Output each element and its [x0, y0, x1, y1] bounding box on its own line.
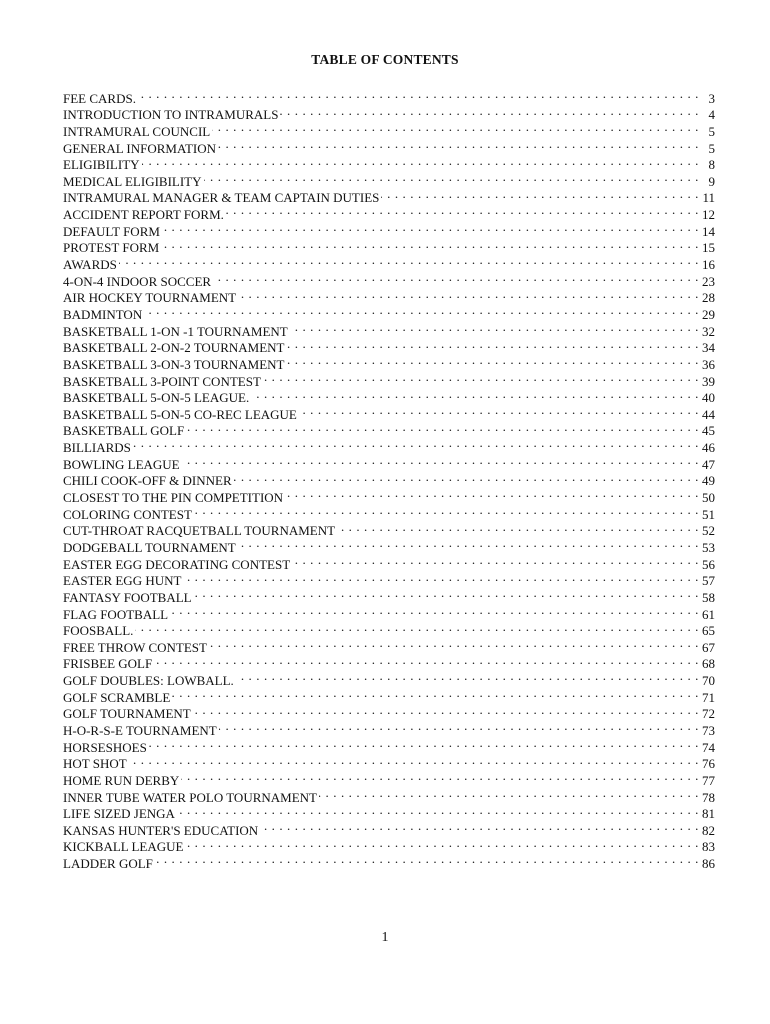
dot-leader: [251, 386, 699, 403]
toc-entry-label: CUT-THROAT RACQUETBALL TOURNAMENT: [63, 523, 336, 539]
toc-entry: [63, 752, 715, 772]
toc-entry: [63, 319, 715, 339]
toc-entry-label: H-O-R-S-E TOURNAMENT: [63, 722, 217, 738]
toc-entry-label: BOWLING LEAGUE: [63, 456, 180, 472]
dot-leader: [219, 718, 699, 735]
toc-entry-label: GOLF DOUBLES: LOWBALL.: [63, 673, 234, 689]
toc-entry: [63, 435, 715, 456]
dot-leader: [209, 635, 699, 652]
toc-entry-page: 8: [708, 157, 715, 173]
toc-entry-page: 83: [702, 839, 715, 855]
toc-entry-label: HOT SHOT: [63, 756, 127, 772]
toc-entry-page: 28: [702, 290, 715, 306]
toc-entry-label: FRISBEE GOLF: [63, 656, 153, 672]
toc-entry-label: AWARDS: [63, 257, 117, 273]
dot-leader: [144, 302, 699, 319]
toc-entry-label: CLOSEST TO THE PIN COMPETITION: [63, 490, 284, 506]
toc-entry-page: 36: [702, 356, 715, 372]
dot-leader: [161, 236, 699, 253]
toc-entry-label: BASKETBALL 3-POINT CONTEST: [63, 373, 261, 389]
dot-leader: [319, 785, 699, 802]
toc-entry-label: INTRAMURAL COUNCIL: [63, 123, 211, 139]
toc-entry-label: 4-ON-4 INDOOR SOCCER: [63, 273, 212, 289]
toc-entry-label: INNER TUBE WATER POLO TOURNAMENT: [63, 789, 317, 805]
toc-entry-label: EASTER EGG DECORATING CONTEST: [63, 556, 291, 572]
toc-entry: [63, 635, 715, 655]
toc-entry-label: FANTASY FOOTBALL: [63, 589, 192, 605]
dot-leader: [285, 485, 699, 502]
dot-leader: [138, 86, 699, 103]
toc-entry-label: FEE CARDS.: [63, 90, 136, 106]
dot-leader: [290, 319, 699, 336]
toc-entry-label: BASKETBALL 3-ON-3 TOURNAMENT: [63, 356, 285, 372]
toc-entry-page: 15: [702, 240, 715, 256]
dot-leader: [337, 519, 699, 536]
dot-leader: [213, 269, 699, 286]
dot-leader: [133, 435, 699, 452]
dot-leader: [234, 469, 699, 486]
dot-leader: [155, 851, 699, 868]
dot-leader: [193, 702, 699, 719]
toc-entry-label: PROTEST FORM: [63, 240, 160, 256]
toc-entry: [63, 153, 715, 173]
toc-entry-label: BADMINTON: [63, 306, 143, 322]
toc-entry-label: HORSESHOES: [63, 739, 147, 755]
toc-entry-page: 40: [702, 390, 715, 406]
dot-leader: [218, 136, 699, 153]
toc-entry-page: 50: [702, 490, 715, 506]
toc-entry: [63, 169, 715, 189]
toc-entry: [63, 269, 715, 289]
toc-entry-page: 9: [708, 173, 715, 189]
toc-entry: [63, 668, 715, 689]
toc-entry-page: 81: [702, 806, 715, 822]
toc-list: [63, 86, 715, 872]
toc-entry-page: 46: [702, 440, 715, 456]
toc-entry-page: 56: [702, 556, 715, 572]
toc-entry-page: 12: [702, 207, 715, 223]
dot-leader: [154, 652, 699, 669]
toc-entry: [63, 452, 715, 472]
dot-leader: [280, 103, 699, 120]
dot-leader: [194, 585, 699, 602]
toc-entry-page: 49: [702, 473, 715, 489]
toc-entry-label: CHILI COOK-OFF & DINNER: [63, 473, 232, 489]
toc-entry-page: 5: [708, 123, 715, 139]
toc-entry: [63, 302, 715, 322]
toc-entry-page: 34: [702, 340, 715, 356]
toc-entry-page: 58: [702, 589, 715, 605]
toc-entry-page: 74: [702, 739, 715, 755]
toc-entry-label: FLAG FOOTBALL: [63, 606, 169, 622]
toc-entry-label: GOLF SCRAMBLE: [63, 689, 171, 705]
toc-entry-label: ACCIDENT REPORT FORM.: [63, 207, 224, 223]
dot-leader: [185, 835, 699, 852]
toc-entry-label: INTRAMURAL MANAGER & TEAM CAPTAIN DUTIES: [63, 190, 380, 206]
toc-entry-label: INTRODUCTION TO INTRAMURALS: [63, 107, 279, 123]
dot-leader: [263, 369, 699, 386]
dot-leader: [186, 419, 699, 436]
toc-entry-label: HOME RUN DERBY: [63, 772, 180, 788]
page-number: 1: [381, 930, 389, 945]
toc-entry-page: 76: [702, 756, 715, 772]
toc-entry: [63, 735, 715, 755]
toc-entry-page: 4: [708, 107, 715, 123]
toc-entry-page: 68: [702, 656, 715, 672]
toc-entry: [63, 86, 715, 106]
page-title: TABLE OF CONTENTS: [311, 52, 459, 67]
toc-entry-label: BASKETBALL 5-ON-5 LEAGUE.: [63, 390, 250, 406]
toc-entry-page: 52: [702, 523, 715, 539]
dot-leader: [286, 352, 699, 369]
dot-leader: [119, 252, 699, 269]
toc-entry-label: KICKBALL LEAGUE: [63, 839, 184, 855]
dot-leader: [238, 535, 699, 552]
toc-entry-page: 86: [702, 856, 715, 872]
toc-entry: [63, 768, 715, 788]
toc-entry-label: FREE THROW CONTEST: [63, 639, 207, 655]
dot-leader: [172, 685, 699, 702]
toc-entry-label: BASKETBALL 5-ON-5 CO-REC LEAGUE: [63, 406, 297, 422]
toc-entry-page: 53: [702, 539, 715, 555]
toc-entry: [63, 851, 715, 872]
dot-leader: [170, 602, 699, 619]
dot-leader: [260, 818, 699, 835]
dot-leader: [181, 768, 699, 785]
toc-entry-page: 70: [702, 673, 715, 689]
dot-leader: [182, 452, 699, 469]
toc-entry-label: AIR HOCKEY TOURNAMENT: [63, 290, 237, 306]
toc-entry-page: 61: [702, 606, 715, 622]
toc-entry-page: 23: [702, 273, 715, 289]
toc-entry-page: 73: [702, 722, 715, 738]
toc-entry-page: 57: [702, 573, 715, 589]
dot-leader: [381, 186, 699, 203]
dot-leader: [149, 735, 699, 752]
dot-leader: [135, 619, 699, 636]
toc-entry: [63, 619, 715, 639]
dot-leader: [129, 752, 699, 769]
dot-leader: [204, 169, 699, 186]
dot-leader: [238, 286, 699, 303]
toc-entry-label: COLORING CONTEST: [63, 506, 192, 522]
toc-entry-page: 3: [708, 90, 715, 106]
toc-entry-label: MEDICAL ELIGIBILITY: [63, 173, 202, 189]
dot-leader: [183, 569, 699, 586]
toc-entry-page: 72: [702, 706, 715, 722]
toc-entry-page: 47: [702, 456, 715, 472]
dot-leader: [142, 153, 699, 170]
toc-entry-page: 51: [702, 506, 715, 522]
toc-entry-label: LADDER GOLF: [63, 856, 153, 872]
dot-leader: [292, 552, 699, 569]
toc-entry-page: 11: [702, 190, 715, 206]
toc-entry-page: 67: [702, 639, 715, 655]
dot-leader: [299, 402, 699, 419]
dot-leader: [226, 202, 699, 219]
toc-entry-page: 32: [702, 323, 715, 339]
dot-leader: [212, 119, 699, 136]
dot-leader: [236, 668, 699, 685]
toc-entry-label: BASKETBALL 2-ON-2 TOURNAMENT: [63, 340, 285, 356]
toc-entry-label: BILLIARDS: [63, 440, 131, 456]
toc-entry-label: FOOSBALL.: [63, 623, 134, 639]
toc-entry-page: 82: [702, 822, 715, 838]
toc-entry-page: 44: [702, 406, 715, 422]
toc-entry-page: 39: [702, 373, 715, 389]
toc-entry-label: DODGEBALL TOURNAMENT: [63, 539, 236, 555]
dot-leader: [194, 502, 699, 519]
toc-entry-label: LIFE SIZED JENGA: [63, 806, 175, 822]
toc-entry-page: 77: [702, 772, 715, 788]
toc-entry: [63, 103, 715, 123]
toc-entry-page: 78: [702, 789, 715, 805]
dot-leader: [177, 802, 699, 819]
toc-entry-label: ELIGIBILITY: [63, 157, 140, 173]
toc-entry-page: 5: [708, 140, 715, 156]
toc-entry-page: 16: [702, 257, 715, 273]
toc-entry: [63, 652, 715, 672]
toc-entry-label: GENERAL INFORMATION: [63, 140, 216, 156]
dot-leader: [162, 219, 699, 236]
toc-entry: [63, 236, 715, 256]
toc-entry-label: GOLF TOURNAMENT: [63, 706, 191, 722]
toc-entry-page: 14: [702, 223, 715, 239]
toc-entry-label: BASKETBALL GOLF: [63, 423, 185, 439]
toc-entry-label: DEFAULT FORM: [63, 223, 160, 239]
toc-entry-label: BASKETBALL 1-ON -1 TOURNAMENT: [63, 323, 288, 339]
toc-entry-page: 29: [702, 306, 715, 322]
toc-entry-label: EASTER EGG HUNT: [63, 573, 182, 589]
toc-entry-page: 65: [702, 623, 715, 639]
toc-entry-page: 45: [702, 423, 715, 439]
toc-entry-page: 71: [702, 689, 715, 705]
dot-leader: [286, 336, 699, 353]
toc-entry: [63, 252, 715, 273]
toc-entry-label: KANSAS HUNTER'S EDUCATION: [63, 822, 259, 838]
